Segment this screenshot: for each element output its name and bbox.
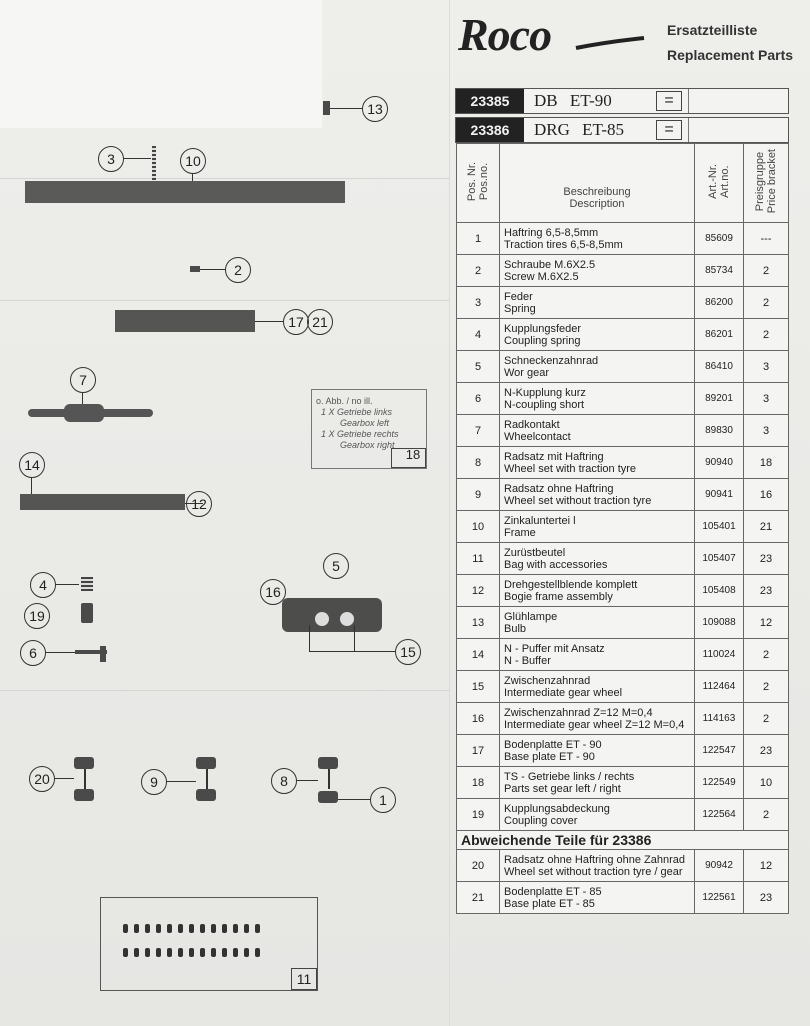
screw-icon bbox=[244, 924, 249, 933]
table-row bbox=[457, 543, 789, 575]
description-cell bbox=[500, 671, 695, 703]
description-de: Radsatz mit Haftring bbox=[504, 450, 604, 463]
screw-icon bbox=[255, 948, 260, 957]
description-en: Coupling cover bbox=[504, 814, 578, 827]
price-bracket-cell: 12 bbox=[744, 850, 789, 882]
screw-icon bbox=[178, 948, 183, 957]
header-price-bracket: Preisgruppe Price bracket bbox=[744, 144, 789, 223]
description-cell bbox=[500, 287, 695, 319]
art-no-cell: 112464 bbox=[695, 671, 744, 703]
art-no-cell: 122547 bbox=[695, 735, 744, 767]
description-de: Zinkaluntertei l bbox=[504, 514, 576, 527]
title-english: Replacement Parts bbox=[667, 47, 794, 63]
description-de: Kupplungsfeder bbox=[504, 322, 582, 335]
description-en: Bulb bbox=[504, 622, 527, 635]
gear-wheel-part bbox=[340, 612, 354, 626]
pos-cell: 9 bbox=[457, 479, 500, 511]
art-no-cell: 90942 bbox=[695, 850, 744, 882]
description-cell bbox=[500, 607, 695, 639]
screw-icon bbox=[145, 948, 150, 957]
table-row bbox=[457, 799, 789, 831]
description-en: Wheel set with traction tyre bbox=[504, 462, 637, 475]
gear-assembly-part bbox=[282, 598, 382, 632]
price-bracket-cell: 2 bbox=[744, 671, 789, 703]
pos-cell: 10 bbox=[457, 511, 500, 543]
wheel-contact-center bbox=[64, 404, 104, 422]
wheel-part bbox=[318, 757, 338, 769]
screw-part bbox=[190, 266, 200, 272]
pos-cell: 6 bbox=[457, 383, 500, 415]
screw-icon bbox=[233, 948, 238, 957]
screw-icon bbox=[211, 924, 216, 933]
price-bracket-cell: 21 bbox=[744, 511, 789, 543]
table-row bbox=[457, 383, 789, 415]
header-art-no: Art.-Nr. Art.no. bbox=[695, 144, 744, 223]
description-en: Spring bbox=[504, 302, 536, 315]
leader-line bbox=[338, 799, 370, 800]
description-en: Wor gear bbox=[504, 366, 550, 379]
price-bracket-cell: --- bbox=[744, 223, 789, 255]
description-cell bbox=[500, 850, 695, 882]
no-illustration-box bbox=[311, 389, 427, 469]
callout: 1 bbox=[370, 787, 396, 813]
table-row bbox=[457, 511, 789, 543]
description-cell bbox=[500, 223, 695, 255]
price-bracket-cell: 2 bbox=[744, 639, 789, 671]
base-plate-part bbox=[115, 310, 255, 332]
description-de: Schneckenzahnrad bbox=[504, 354, 599, 367]
table-row bbox=[457, 223, 789, 255]
art-no-cell: 86410 bbox=[695, 351, 744, 383]
callout: 2 bbox=[225, 257, 251, 283]
callout: 17 bbox=[283, 309, 309, 335]
model-row bbox=[455, 88, 789, 114]
screw-icon bbox=[123, 948, 128, 957]
fold-line bbox=[0, 690, 450, 691]
table-row bbox=[457, 703, 789, 735]
description-de: Bodenplatte ET - 90 bbox=[504, 738, 602, 751]
description-cell bbox=[500, 383, 695, 415]
part-number-box: 18 bbox=[391, 448, 426, 468]
pos-cell: 15 bbox=[457, 671, 500, 703]
no-ill-title: o. Abb. / no ill. bbox=[316, 396, 373, 406]
pos-cell: 11 bbox=[457, 543, 500, 575]
no-ill-line: Gearbox left bbox=[340, 418, 390, 428]
description-en: Base plate ET - 90 bbox=[504, 750, 595, 763]
model-number: 23386 bbox=[456, 118, 524, 142]
table-row bbox=[457, 287, 789, 319]
description-cell bbox=[500, 351, 695, 383]
description-en: Bogie frame assembly bbox=[504, 590, 613, 603]
fold-line bbox=[0, 300, 450, 301]
callout: 15 bbox=[395, 639, 421, 665]
table-row bbox=[457, 639, 789, 671]
model-symbol: = bbox=[656, 120, 682, 140]
title-german: Ersatzteilliste bbox=[667, 22, 758, 38]
pos-cell: 17 bbox=[457, 735, 500, 767]
callout: 21 bbox=[307, 309, 333, 335]
leader-line bbox=[45, 652, 75, 653]
screw-icon bbox=[200, 948, 205, 957]
wheel-part bbox=[318, 791, 338, 803]
pos-cell: 16 bbox=[457, 703, 500, 735]
table-row bbox=[457, 767, 789, 799]
description-cell bbox=[500, 479, 695, 511]
callout: 14 bbox=[19, 452, 45, 478]
description-cell bbox=[500, 511, 695, 543]
pos-cell: 5 bbox=[457, 351, 500, 383]
pos-cell: 7 bbox=[457, 415, 500, 447]
description-de: Radkontakt bbox=[504, 418, 560, 431]
art-no-cell: 105408 bbox=[695, 575, 744, 607]
bogie-frame-part bbox=[20, 494, 185, 510]
no-ill-line: 1 X Getriebe rechts bbox=[321, 429, 399, 439]
art-no-cell: 109088 bbox=[695, 607, 744, 639]
price-bracket-cell: 2 bbox=[744, 287, 789, 319]
description-cell bbox=[500, 255, 695, 287]
art-no-cell: 90940 bbox=[695, 447, 744, 479]
description-cell bbox=[500, 799, 695, 831]
screw-icon bbox=[145, 924, 150, 933]
wheel-part bbox=[74, 757, 94, 769]
price-bracket-cell: 23 bbox=[744, 543, 789, 575]
screw-icon bbox=[244, 948, 249, 957]
screw-icon bbox=[233, 924, 238, 933]
description-de: N-Kupplung kurz bbox=[504, 386, 586, 399]
screw-icon bbox=[134, 924, 139, 933]
price-bracket-cell: 23 bbox=[744, 575, 789, 607]
price-bracket-cell: 3 bbox=[744, 383, 789, 415]
description-cell bbox=[500, 415, 695, 447]
part-number-box: 11 bbox=[291, 968, 317, 990]
pos-cell: 2 bbox=[457, 255, 500, 287]
accessories-box bbox=[100, 897, 318, 991]
table-row bbox=[457, 447, 789, 479]
callout: 10 bbox=[180, 148, 206, 174]
screw-icon bbox=[255, 924, 260, 933]
art-no-cell: 105401 bbox=[695, 511, 744, 543]
table-row bbox=[457, 319, 789, 351]
spring-part bbox=[152, 146, 156, 180]
price-bracket-cell: 12 bbox=[744, 607, 789, 639]
screw-icon bbox=[167, 948, 172, 957]
model-name: DB ET-90 bbox=[534, 91, 612, 110]
no-ill-line: Gearbox right bbox=[340, 440, 395, 450]
art-no-cell: 86201 bbox=[695, 319, 744, 351]
leader-line bbox=[309, 651, 395, 652]
table-row bbox=[457, 882, 789, 914]
price-bracket-cell: 23 bbox=[744, 735, 789, 767]
screw-icon bbox=[178, 924, 183, 933]
description-cell bbox=[500, 575, 695, 607]
price-bracket-cell: 2 bbox=[744, 319, 789, 351]
description-cell bbox=[500, 319, 695, 351]
coupling-spring-part bbox=[81, 577, 93, 591]
callout: 4 bbox=[30, 572, 56, 598]
pos-cell: 13 bbox=[457, 607, 500, 639]
art-no-cell: 122564 bbox=[695, 799, 744, 831]
table-row bbox=[457, 415, 789, 447]
model-number: 23385 bbox=[456, 89, 524, 113]
coupling-cover-part bbox=[81, 603, 93, 623]
description-cell bbox=[500, 767, 695, 799]
price-bracket-cell: 18 bbox=[744, 447, 789, 479]
screw-icon bbox=[222, 948, 227, 957]
description-de: Feder bbox=[504, 290, 533, 303]
fold-line bbox=[449, 0, 450, 1026]
screw-icon bbox=[189, 924, 194, 933]
divider bbox=[688, 118, 689, 142]
table-row bbox=[457, 351, 789, 383]
description-en: Bag with accessories bbox=[504, 558, 608, 571]
description-en: Wheel set without traction tyre / gear bbox=[504, 865, 683, 878]
leader-line bbox=[330, 108, 362, 109]
fold-line bbox=[0, 178, 450, 179]
description-de: Schraube M.6X2.5 bbox=[504, 258, 596, 271]
price-bracket-cell: 3 bbox=[744, 415, 789, 447]
description-cell bbox=[500, 639, 695, 671]
art-no-cell: 85609 bbox=[695, 223, 744, 255]
description-cell bbox=[500, 447, 695, 479]
description-cell bbox=[500, 703, 695, 735]
description-de: TS - Getriebe links / rechts bbox=[504, 770, 635, 783]
description-en: Coupling spring bbox=[504, 334, 581, 347]
description-en: Traction tires 6,5-8,5mm bbox=[504, 238, 623, 251]
callout: 5 bbox=[323, 553, 349, 579]
description-en: Intermediate gear wheel bbox=[504, 686, 623, 699]
screw-icon bbox=[222, 924, 227, 933]
table-row bbox=[457, 575, 789, 607]
art-no-cell: 114163 bbox=[695, 703, 744, 735]
description-en: Wheelcontact bbox=[504, 430, 571, 443]
pos-cell: 14 bbox=[457, 639, 500, 671]
leader-line bbox=[54, 778, 74, 779]
leader-line bbox=[166, 781, 196, 782]
paper-blank-area bbox=[0, 0, 322, 128]
art-no-cell: 89830 bbox=[695, 415, 744, 447]
pos-cell: 3 bbox=[457, 287, 500, 319]
description-de: Radsatz ohne Haftring bbox=[504, 482, 614, 495]
leader-line bbox=[200, 269, 225, 270]
callout: 7 bbox=[70, 367, 96, 393]
price-bracket-cell: 23 bbox=[744, 882, 789, 914]
table-row bbox=[457, 850, 789, 882]
leader-line bbox=[55, 584, 79, 585]
description-en: Screw M.6X2.5 bbox=[504, 270, 579, 283]
screw-icon bbox=[156, 948, 161, 957]
description-en: Base plate ET - 85 bbox=[504, 897, 595, 910]
callout: 6 bbox=[20, 640, 46, 666]
price-bracket-cell: 10 bbox=[744, 767, 789, 799]
callout: 13 bbox=[362, 96, 388, 122]
callout: 16 bbox=[260, 579, 286, 605]
roco-logo bbox=[456, 8, 646, 60]
screw-icon bbox=[211, 948, 216, 957]
leader-line bbox=[123, 158, 151, 159]
axle-part bbox=[84, 769, 86, 789]
description-de: Drehgestellblende komplett bbox=[504, 578, 638, 591]
price-bracket-cell: 16 bbox=[744, 479, 789, 511]
description-cell bbox=[500, 735, 695, 767]
model-name: DRG ET-85 bbox=[534, 120, 625, 139]
wheel-part bbox=[196, 789, 216, 801]
pos-cell: 8 bbox=[457, 447, 500, 479]
description-en: N-coupling short bbox=[504, 398, 585, 411]
pos-cell: 20 bbox=[457, 850, 500, 882]
model-symbol: = bbox=[656, 91, 682, 111]
table-row bbox=[457, 479, 789, 511]
pos-cell: 18 bbox=[457, 767, 500, 799]
description-en: Intermediate gear wheel Z=12 M=0,4 bbox=[504, 718, 685, 731]
pos-cell: 21 bbox=[457, 882, 500, 914]
gear-wheel-part bbox=[315, 612, 329, 626]
table-row bbox=[457, 735, 789, 767]
axle-part bbox=[206, 769, 208, 789]
description-cell bbox=[500, 882, 695, 914]
description-de: Glühlampe bbox=[504, 610, 558, 623]
no-ill-line: 1 X Getriebe links bbox=[321, 407, 393, 417]
wheel-part bbox=[196, 757, 216, 769]
description-de: Zwischenzahnrad Z=12 M=0,4 bbox=[504, 706, 653, 719]
art-no-cell: 122549 bbox=[695, 767, 744, 799]
art-no-cell: 86200 bbox=[695, 287, 744, 319]
leader-line bbox=[296, 780, 318, 781]
callout: 3 bbox=[98, 146, 124, 172]
description-en: Parts set gear left / right bbox=[504, 782, 621, 795]
art-no-cell: 105407 bbox=[695, 543, 744, 575]
table-row bbox=[457, 255, 789, 287]
callout: 12 bbox=[186, 491, 212, 517]
description-de: Zwischenzahnrad bbox=[504, 674, 591, 687]
header-description: Beschreibung Description bbox=[500, 144, 695, 223]
price-bracket-cell: 2 bbox=[744, 799, 789, 831]
description-en: N - Buffer bbox=[504, 654, 551, 667]
art-no-cell: 122561 bbox=[695, 882, 744, 914]
subheading: Abweichende Teile für 23386 bbox=[457, 831, 789, 850]
description-de: N - Puffer mit Ansatz bbox=[504, 642, 605, 655]
description-en: Frame bbox=[504, 526, 536, 539]
art-no-cell: 90941 bbox=[695, 479, 744, 511]
leader-line bbox=[309, 625, 310, 652]
pos-cell: 1 bbox=[457, 223, 500, 255]
price-bracket-cell: 3 bbox=[744, 351, 789, 383]
art-no-cell: 110024 bbox=[695, 639, 744, 671]
divider bbox=[688, 89, 689, 113]
description-cell bbox=[500, 543, 695, 575]
svg-text:Roco: Roco bbox=[458, 9, 552, 60]
screw-icon bbox=[200, 924, 205, 933]
description-de: Radsatz ohne Haftring ohne Zahnrad bbox=[504, 853, 686, 866]
pos-cell: 12 bbox=[457, 575, 500, 607]
description-de: Kupplungsabdeckung bbox=[504, 802, 610, 815]
description-en: Wheel set without traction tyre bbox=[504, 494, 652, 507]
price-bracket-cell: 2 bbox=[744, 703, 789, 735]
axle-part bbox=[328, 769, 330, 789]
price-bracket-cell: 2 bbox=[744, 255, 789, 287]
callout: 8 bbox=[271, 768, 297, 794]
table-row bbox=[457, 671, 789, 703]
screw-icon bbox=[123, 924, 128, 933]
art-no-cell: 89201 bbox=[695, 383, 744, 415]
screw-icon bbox=[134, 948, 139, 957]
coupling-hook-part bbox=[100, 646, 106, 662]
leader-line bbox=[354, 625, 355, 652]
screw-icon bbox=[167, 924, 172, 933]
pos-cell: 4 bbox=[457, 319, 500, 351]
description-de: Bodenplatte ET - 85 bbox=[504, 885, 602, 898]
model-row bbox=[455, 117, 789, 143]
leader-line bbox=[255, 321, 283, 322]
wheel-part bbox=[74, 789, 94, 801]
screw-icon bbox=[189, 948, 194, 957]
header-pos: Pos. Nr. Pos.no. bbox=[457, 144, 500, 223]
frame-part bbox=[25, 181, 345, 203]
art-no-cell: 85734 bbox=[695, 255, 744, 287]
description-de: Haftring 6,5-8,5mm bbox=[504, 226, 599, 239]
pos-cell: 19 bbox=[457, 799, 500, 831]
leader-line bbox=[31, 477, 32, 495]
description-de: Zurüstbeutel bbox=[504, 546, 566, 559]
callout: 19 bbox=[24, 603, 50, 629]
callout: 9 bbox=[141, 769, 167, 795]
callout: 20 bbox=[29, 766, 55, 792]
parts-table bbox=[456, 143, 789, 914]
bulb-part bbox=[323, 101, 330, 115]
screw-icon bbox=[156, 924, 161, 933]
table-row bbox=[457, 607, 789, 639]
